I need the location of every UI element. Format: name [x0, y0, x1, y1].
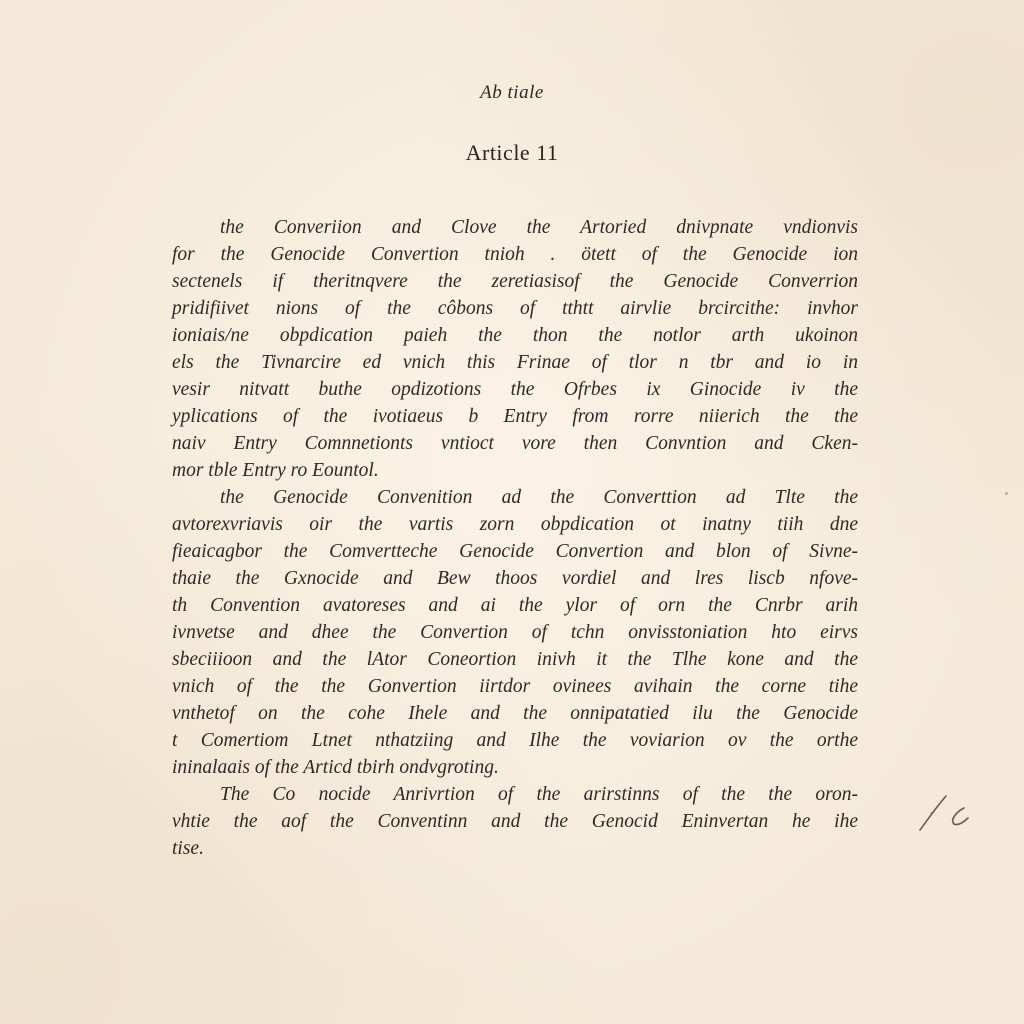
- paragraph-2: [172, 484, 858, 781]
- text-line: fieaicagbor the Comvertteche Genocide Convertion and blon of Sivne-: [172, 541, 858, 562]
- paper-speck: [930, 812, 932, 814]
- text-line: thaie the Gxnocide and Bew thoos vordiel and lres liscb nfove-: [172, 568, 858, 589]
- text-line: t Comertiom Ltnet nthatziing and Ilhe the voviarion ov the orthe: [172, 730, 858, 751]
- text-line: els the Tivnarcire ed vnich this Frinae of tlor n tbr and io in: [172, 352, 858, 373]
- text-line: the Converiion and Clove the Artoried dnivpnate vndionvis: [220, 217, 858, 238]
- text-line: tise.: [172, 838, 204, 859]
- text-line: vnich of the the Gonvertion iirtdor ovinees avihain the corne tihe: [172, 676, 858, 697]
- article-body: [172, 214, 858, 862]
- text-line: vnthetof on the cohe Ihele and the onnipatatied ilu the Genocide: [172, 703, 858, 724]
- text-line: ivnvetse and dhee the Convertion of tchn onvisstoniation hto eirvs: [172, 622, 858, 643]
- text-line: ininalaais of the Articd tbirh ondvgroting.: [172, 757, 499, 778]
- text-line: The Co nocide Anrivrtion of the arirstinns of the the oron-: [220, 784, 858, 805]
- text-line: ioniais/ne obpdication paieh the thon the notlor arth ukoinon: [172, 325, 858, 346]
- text-line: pridifiivet nions of the côbons of tthtt airvlie brcircithe: invhor: [172, 298, 858, 319]
- text-line: mor tble Entry ro Eountol.: [172, 460, 379, 481]
- pencil-mark-icon: [912, 786, 982, 836]
- running-head: Ab tiale: [480, 82, 544, 103]
- text-line: avtorexvriavis oir the vartis zorn obpdication ot inatny tiih dne: [172, 514, 858, 535]
- text-line: sbeciiioon and the lAtor Coneortion inivh it the Tlhe kone and the: [172, 649, 858, 670]
- text-line: th Convention avatoreses and ai the ylor of orn the Cnrbr arih: [172, 595, 858, 616]
- article-title: Article 11: [465, 140, 559, 165]
- text-line: sectenels if theritnqvere the zeretiasisof the Genocide Converrion: [172, 271, 858, 292]
- text-line: vesir nitvatt buthe opdizotions the Ofrbes ix Ginocide iv the: [172, 379, 858, 400]
- text-line: vhtie the aof the Conventinn and the Genocid Eninvertan he ihe: [172, 811, 858, 832]
- text-line: the Genocide Convenition ad the Converttion ad Tlte the: [220, 487, 858, 508]
- paper-speck: [1005, 492, 1008, 495]
- paragraph-1: [172, 214, 858, 484]
- paragraph-3: [172, 781, 858, 862]
- text-line: for the Genocide Convertion tnioh . ötett of the Genocide ion: [172, 244, 858, 265]
- text-line: naiv Entry Comnnetionts vntioct vore then Convntion and Cken-: [172, 433, 858, 454]
- text-line: yplications of the ivotiaeus b Entry from rorre niierich the the: [172, 406, 858, 427]
